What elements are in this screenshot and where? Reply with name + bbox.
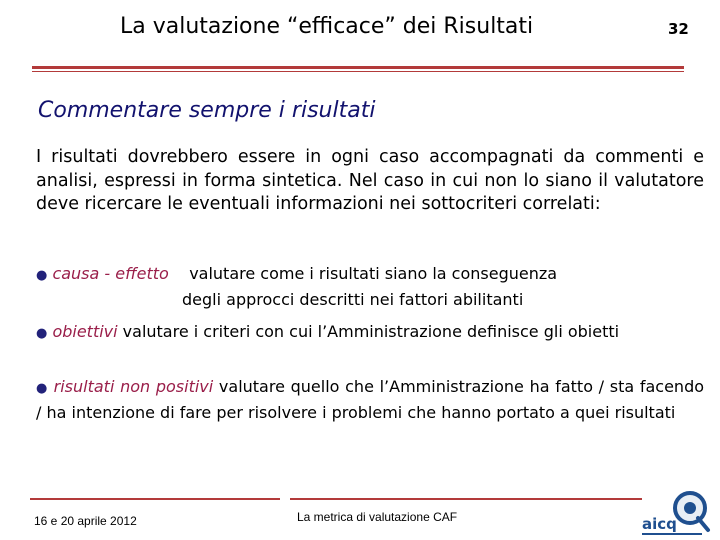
bullet-keyword: risultati non positivi (53, 377, 214, 396)
bullet-causa-effetto (36, 262, 704, 312)
bullet-obiettivi (36, 320, 704, 346)
slide-title: La valutazione “efficace” dei Risultati (120, 14, 534, 39)
footer-date: 16 e 20 aprile 2012 (34, 514, 137, 528)
section-heading: Commentare sempre i risultati (38, 98, 376, 123)
bullet-keyword: obiettivi (52, 322, 118, 341)
footer-divider-right (290, 498, 642, 500)
footer-caption: La metrica di valutazione CAF (297, 510, 458, 524)
bullet-text: valutare come i risultati siano la conseguenza (189, 264, 558, 283)
title-divider-thin (32, 71, 684, 72)
bullet-dot-icon: ● (36, 268, 48, 283)
bullet-text: valutare i criteri con cui l’Amministrazione definisce gli obietti (122, 322, 620, 341)
bullet-risultati-non-positivi (36, 375, 704, 425)
intro-paragraph: I risultati dovrebbero essere in ogni caso accompagnati da commenti e analisi, espressi in forma sintetica. Nel caso in cui non lo siano il valutatore deve ricercare le eventuali informazioni nei sottocriteri correlati: (36, 147, 704, 214)
slide-number: 32 (668, 20, 689, 38)
aicq-logo (640, 482, 716, 538)
footer-divider-left (30, 498, 280, 500)
bullet-dot-icon: ● (36, 381, 48, 396)
bullet-dot-icon: ● (36, 326, 48, 341)
bullet-text: valutare quello che l’Amministrazione ha fatto / sta facendo / ha intenzione di fare per risolvere i problemi che hanno portato a quei risultati (36, 377, 705, 422)
title-divider (32, 66, 684, 69)
logo-text: aicq (642, 515, 677, 533)
bullet-text-continued: degli approcci descritti nei fattori abilitanti (182, 290, 524, 309)
bullet-keyword: causa - effetto (52, 264, 169, 283)
